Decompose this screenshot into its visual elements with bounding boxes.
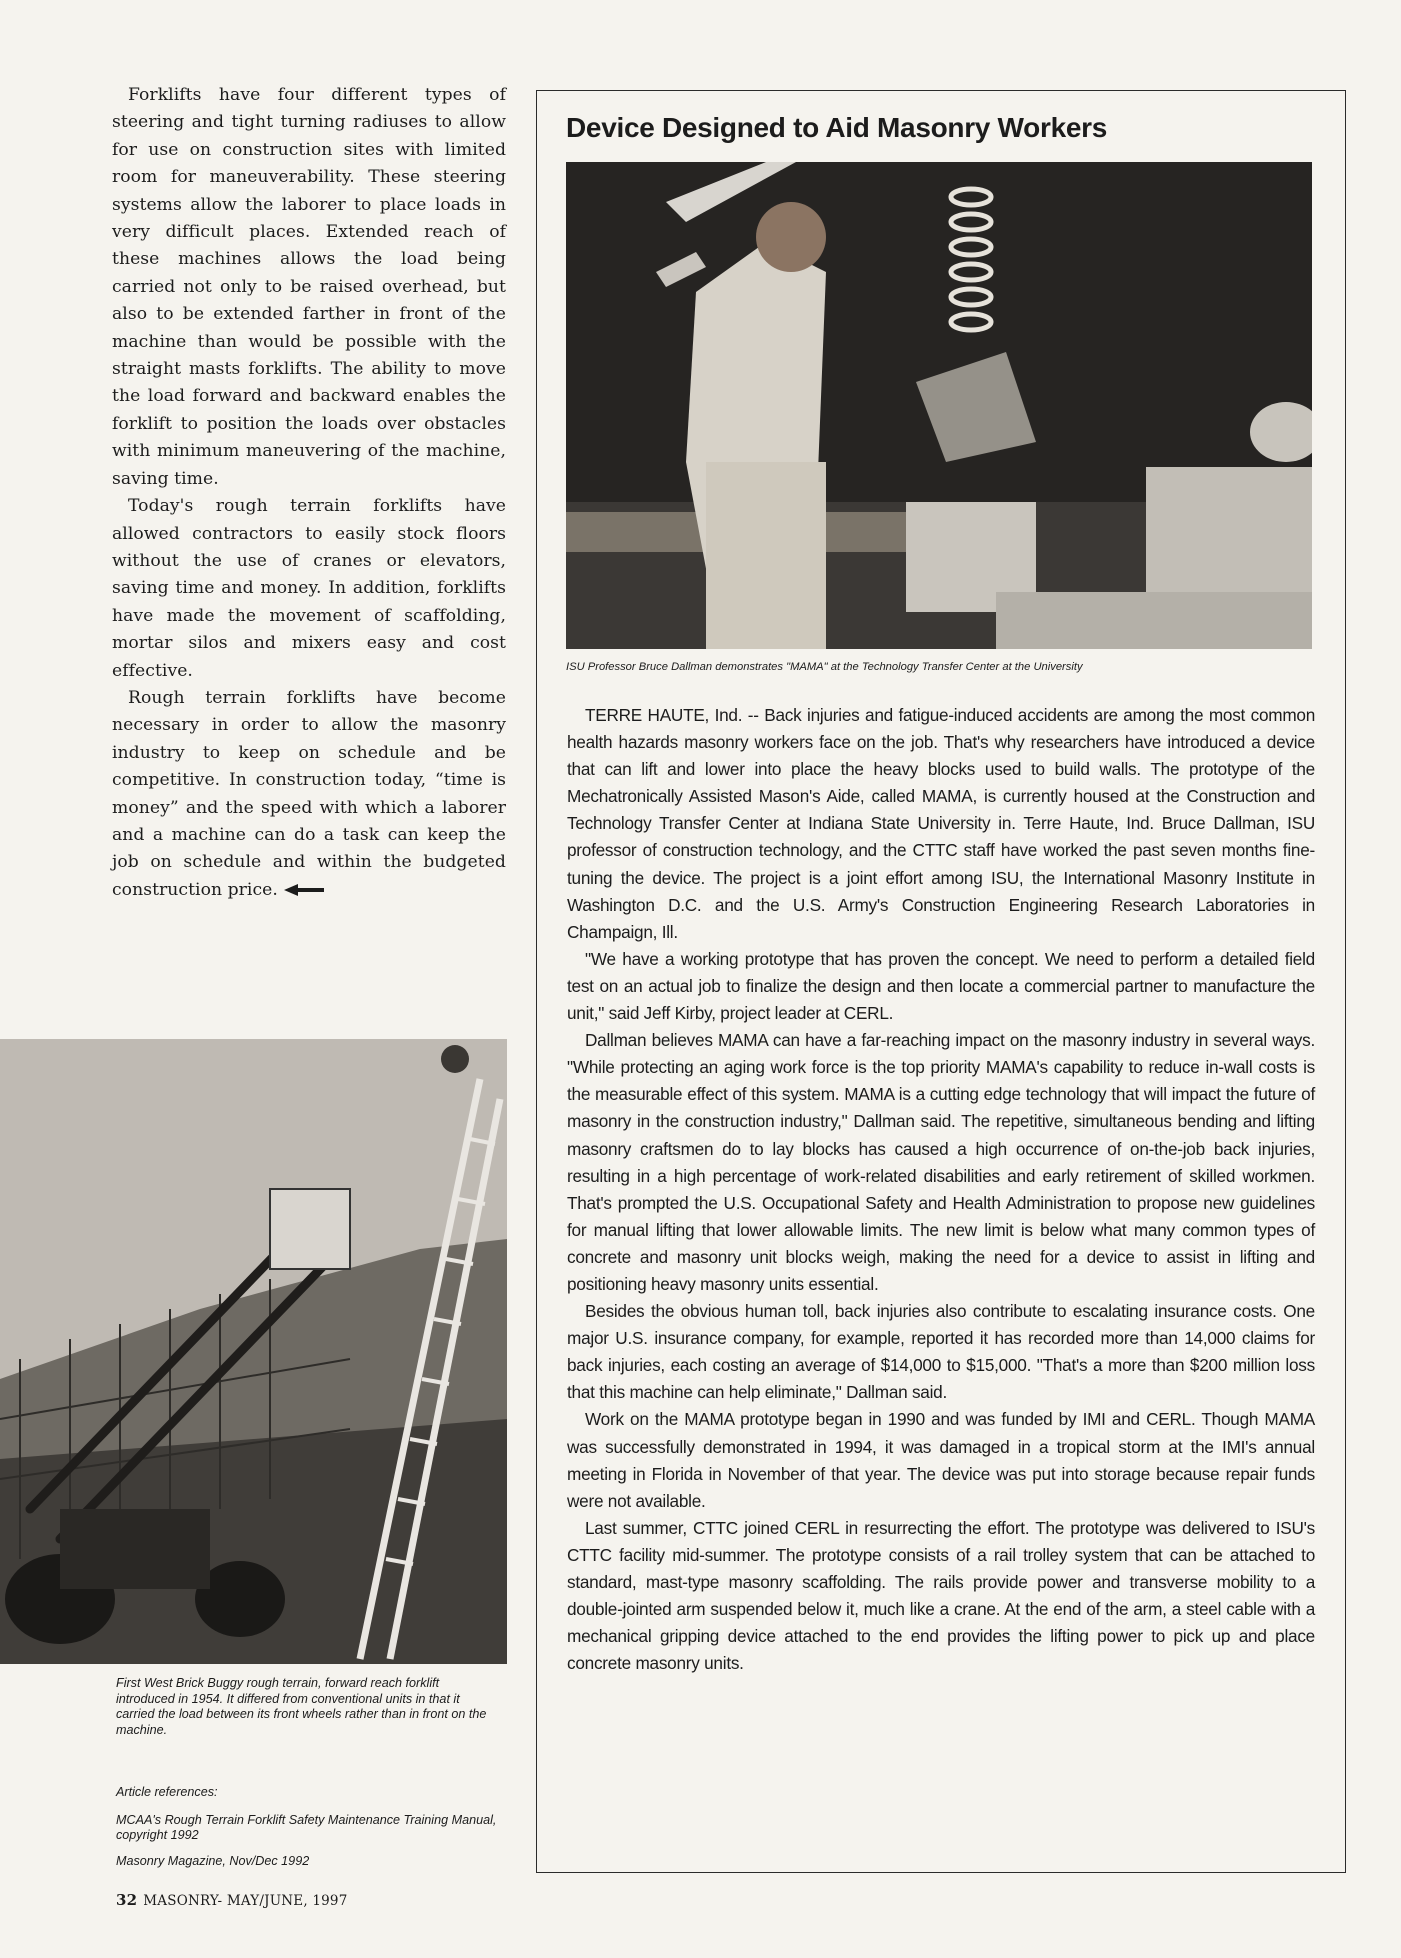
reference-item: MCAA's Rough Terrain Forklift Safety Maintenance Training Manual, copyright 1992	[116, 1812, 497, 1842]
sidebar-paragraph: Work on the MAMA prototype began in 1990 and was funded by IMI and CERL. Though MAMA was successfully demonstrated in 1994, it was damaged in a tropical storm at the IMI's annual meeting in Florida in November of that year. The device was put into storage because repair funds were not available.	[567, 1409, 1315, 1511]
sidebar-paragraph: TERRE HAUTE, Ind. -- Back injuries and fatigue-induced accidents are among the most common health hazards masonry workers face on the job. That's why researchers have introduced a device that can lift and lower into place the heavy blocks used to build walls. The prototype of the Mechatronically Assisted Mason's Aide, called MAMA, is currently housed at the Construction and Technology Transfer Center at Indiana State University in. Terre Haute, Ind. Bruce Dallman, ISU professor of construction technology, and the CTTC staff have worked the past seven months fine-tuning the device. The project is a joint effort among ISU, the International Masonry Institute in Washington D.C. and the U.S. Army's Construction Engineering Research Laboratories in Champaign, Ill.	[567, 705, 1315, 942]
mama-photo-caption: ISU Professor Bruce Dallman demonstrates "MAMA" at the Technology Transfer Center at the University	[566, 661, 1083, 673]
reference-item: Masonry Magazine, Nov/Dec 1992	[116, 1853, 310, 1868]
sidebar-title: Device Designed to Aid Masonry Workers	[566, 112, 1107, 143]
mama-device-photo	[566, 162, 1312, 649]
sidebar-paragraph: Dallman believes MAMA can have a far-reaching impact on the masonry industry in several ways. "While protecting an aging work force is the top priority MAMA's capability to reduce in-wall costs is the measurable effect of this system. MAMA is a cutting edge technology that will impact the future of masonry in the construction industry," Dallman said. The repetitive, simultaneous bending and lifting masonry craftsmen do to lay blocks has caused a high occurrence of on-the-job back injuries, resulting in a high percentage of work-related disabilities and early retirement of skilled workmen. That's prompted the U.S. Occupational Safety and Health Administration to propose new guidelines for manual lifting that lower allowable limits. The new limit is below what many common types of concrete and masonry unit blocks weigh, making the need for a device to assist in lifting and positioning heavy masonry units essential.	[567, 1030, 1315, 1294]
end-of-article-arrow-icon	[284, 884, 324, 896]
left-paragraph-3-text: Rough terrain forklifts have become necessary in order to allow the masonry industry to keep on schedule and be competitive. In construction today, “time is money” and the speed with which a laborer and a machine can do a task can keep the job on schedule and within the budgeted construction price.	[112, 687, 506, 900]
sidebar-paragraph: Besides the obvious human toll, back injuries also contribute to escalating insurance costs. One major U.S. insurance company, for example, reported it has recorded more than 14,000 claims for back injuries, each costing an average of $14,000 to $15,000. "That's a more than $200 million loss that this machine can help eliminate," Dallman said.	[567, 1301, 1315, 1403]
page-number: 32	[116, 1891, 138, 1909]
page-folio	[116, 1891, 348, 1909]
left-paragraph-2: Today's rough terrain forklifts have allowed contractors to easily stock floors without the use of cranes or elevators, saving time and money. In addition, forklifts have made the movement of scaffolding, mortar silos and mixers easy and cost effective.	[112, 496, 506, 681]
publication-line: MASONRY- MAY/JUNE, 1997	[143, 1893, 348, 1909]
left-paragraph-3	[112, 685, 506, 904]
article-references	[116, 1785, 506, 1879]
sidebar-paragraph: Last summer, CTTC joined CERL in resurrecting the effort. The prototype was delivered to ISU's CTTC facility mid-summer. The prototype consists of a rail trolley system that can be attached to standard, mast-type masonry scaffolding. The rails provide power and transverse mobility to a double-jointed arm suspended below it, much like a crane. At the end of the arm, a steel cable with a mechanical gripping device attached to the end provides the lifting power to pick up and place concrete masonry units.	[567, 1517, 1315, 1674]
sidebar-article-body	[567, 702, 1315, 1677]
brick-buggy-forklift-photo	[0, 1039, 507, 1664]
left-column-article	[112, 82, 506, 904]
forklift-photo-caption: First West Brick Buggy rough terrain, forward reach forklift introduced in 1954. It differed from conventional units in that it carried the load between its front wheels rather than in front on the machine.	[116, 1676, 487, 1737]
references-label: Article references:	[116, 1785, 218, 1799]
left-paragraph-1: Forklifts have four different types of steering and tight turning radiuses to allow for use on construction sites with limited room for maneuverability. These steering systems allow the laborer to place loads in very difficult places. Extended reach of these machines allows the load being carried not only to be raised overhead, but also to be extended farther in front of the machine than would be possible with the straight masts forklifts. The ability to move the load forward and backward enables the forklift to position the loads over obstacles with minimum maneuvering of the machine, saving time.	[112, 85, 506, 489]
sidebar-paragraph: "We have a working prototype that has proven the concept. We need to perform a detailed field test on an actual job to finalize the design and then locate a commercial partner to manufacture the unit," said Jeff Kirby, project leader at CERL.	[567, 948, 1315, 1024]
